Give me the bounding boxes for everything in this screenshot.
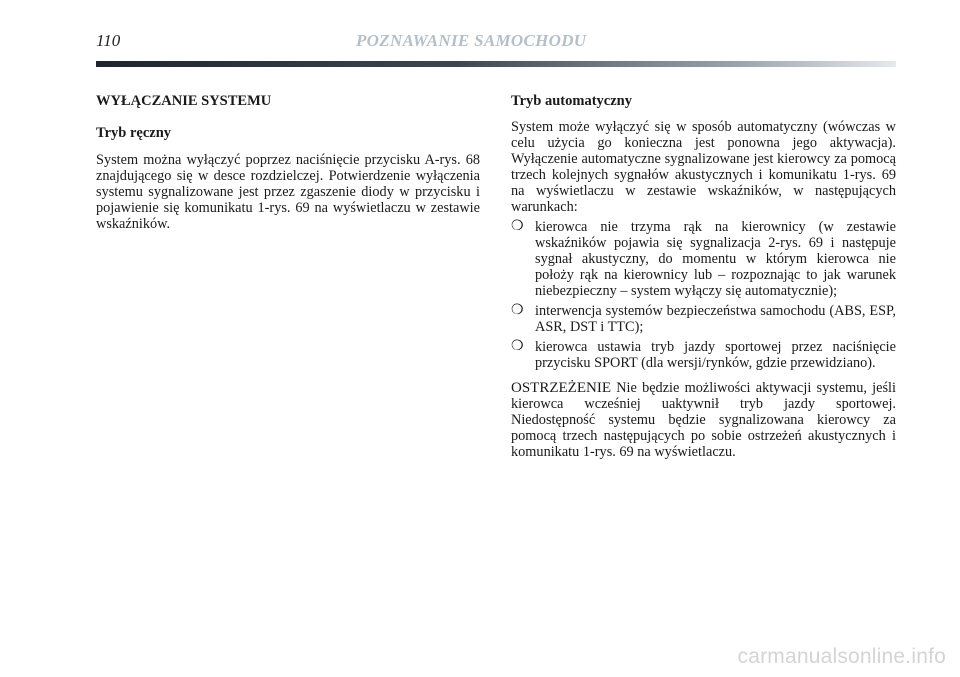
page-title: POZNAWANIE SAMOCHODU xyxy=(356,31,587,50)
subheading-automatic-mode: Tryb automatyczny xyxy=(511,93,632,109)
list-item xyxy=(511,303,896,335)
left-column xyxy=(96,92,480,232)
list-item xyxy=(511,219,896,299)
right-column xyxy=(511,92,896,460)
watermark-text: carmanualsonline.info xyxy=(737,645,946,668)
subheading-manual-mode: Tryb ręczny xyxy=(96,125,172,141)
circle-bullet-icon: ❍ xyxy=(511,219,524,234)
list-item-text: kierowca nie trzyma rąk na kierownicy (w zestawie wskaźników pojawia się sygnalizacja 2-rys. 69 i następuje sygnał akustyczny, do momentu w którym kierowca nie położy rąk na kierownicy lub – rozpoznając to jak warunek niebezpieczny – system wyłączy się automatycznie); xyxy=(535,219,896,299)
page-number: 110 xyxy=(96,31,121,50)
circle-bullet-icon: ❍ xyxy=(511,303,524,318)
circle-bullet-icon: ❍ xyxy=(511,339,524,354)
warning-label: OSTRZEŻENIE xyxy=(511,380,611,396)
automatic-mode-paragraph: System może wyłączyć się w sposób automatyczny (wówczas w celu użycia go konieczna jest ponowna jego aktywacja). Wyłączenie automatyczne sygnalizowane jest kierowcy za pomocą trzech kolejnych sygnałów akustycznych i komunikatu 1-rys. 69 na wyświetlaczu w zestawie wskaźników, w następujących warunkach: xyxy=(511,119,896,215)
warning-paragraph xyxy=(511,380,896,460)
section-heading: WYŁĄCZANIE SYSTEMU xyxy=(96,93,272,109)
header-divider xyxy=(96,61,896,67)
manual-mode-paragraph: System można wyłączyć poprzez naciśnięcie przycisku A-rys. 68 znajdującego się w desce rozdzielczej. Potwierdzenie wyłączenia systemu sygnalizowane jest przez zgaszenie diody w przycisku i pojawienie się komunikatu 1-rys. 69 na wyświetlaczu w zestawie wskaźników. xyxy=(96,152,480,232)
list-item-text: interwencja systemów bezpieczeństwa samochodu (ABS, ESP, ASR, DST i TTC); xyxy=(535,303,896,335)
conditions-list xyxy=(511,219,896,371)
list-item-text: kierowca ustawia tryb jazdy sportowej przez naciśnięcie przycisku SPORT (dla wersji/rynków, gdzie przewidziano). xyxy=(535,339,896,371)
list-item xyxy=(511,339,896,371)
warning-text: Nie będzie możliwości aktywacji systemu, jeśli kierowca wcześniej uaktywnił tryb jazdy sportowej. Niedostępność systemu będzie sygnalizowana kierowcy za pomocą trzech następujących po sobie ostrzeżeń akustycznych i komunikatu 1-rys. 69 na wyświetlaczu. xyxy=(511,380,896,460)
